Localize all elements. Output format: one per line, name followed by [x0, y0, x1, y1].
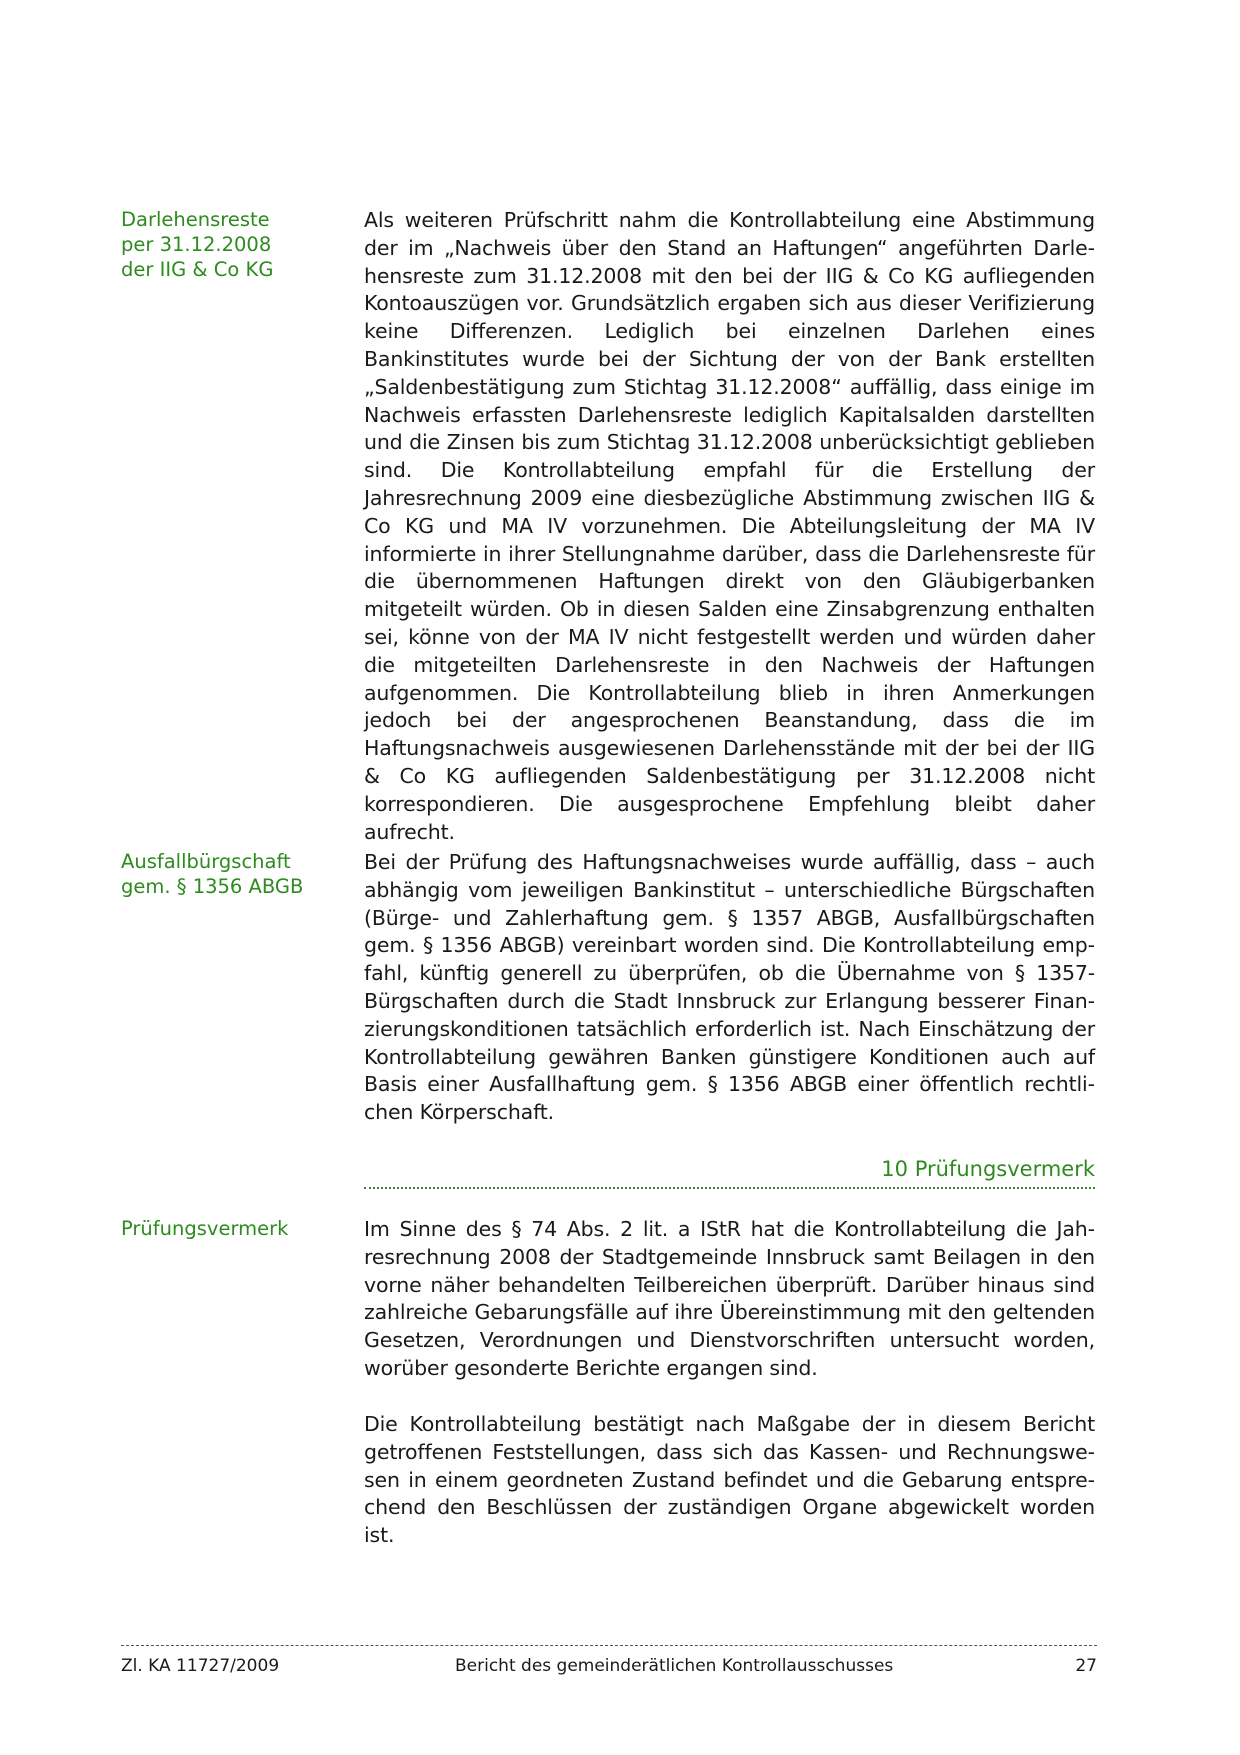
section-heading-pruefungsvermerk: 10 Prüfungsvermerk — [364, 1155, 1095, 1189]
footer-page-number: 27 — [1075, 1656, 1097, 1676]
margin-note-darlehensreste: Darlehensreste per 31.12.2008 der IIG & Co KG — [121, 208, 274, 281]
paragraph-ausfallbuergschaft: Bei der Prüfung des Haftungsnachweises wurde auffällig, dass – auch abhängig vom jeweiligen Bankinstitut – unterschiedliche Bürgschaften (Bürge- und Zahlerhaftung gem. § 1357 ABGB, Ausfallbürgschaften gem. § 1356 ABGB) vereinbart worden sind. Die Kontrollabteilung empfahl, künftig generell zu überprüfen, ob die Übernahme von § 1357-Bürgschaften durch die Stadt Innsbruck zur Erlangung besserer Finanzierungskonditionen tatsächlich erforderlich ist. Nach Einschätzung der Kontrollabteilung gewähren Banken günstigere Konditionen auch auf Basis einer Ausfallhaftung gem. § 1356 ABGB einer öffentlich rechtlichen Körperschaft. — [364, 850, 1095, 1125]
margin-note-ausfallbuergschaft: Ausfallbürgschaft gem. § 1356 ABGB — [121, 850, 304, 898]
margin-note-pruefungsvermerk: Prüfungsvermerk — [121, 1217, 289, 1240]
paragraph-pruefungsvermerk-1: Im Sinne des § 74 Abs. 2 lit. a IStR hat die Kontrollabteilung die Jahresrechnung 2008 der Stadtgemeinde Innsbruck samt Beilagen in den vorne näher behandelten Teilbereichen überprüft. Darüber hinaus sind zahlreiche Gebarungsfälle auf ihre Übereinstimmung mit den geltenden Gesetzen, Verordnungen und Dienstvorschriften untersucht worden, worüber gesonderte Berichte ergangen sind. — [364, 1217, 1095, 1380]
footer-title: Bericht des gemeinderätlichen Kontrollausschusses — [455, 1656, 894, 1676]
footer-divider — [121, 1645, 1097, 1646]
paragraph-pruefungsvermerk-2: Die Kontrollabteilung bestätigt nach Maßgabe der in diesem Bericht getroffenen Feststellungen, dass sich das Kassen- und Rechnungswesen in einem geordneten Zustand befindet und die Gebarung entsprechend den Beschlüssen der zuständigen Organe abgewickelt worden ist. — [364, 1412, 1095, 1548]
paragraph-darlehensreste: Als weiteren Prüfschritt nahm die Kontrollabteilung eine Abstimmung der im „Nachweis über den Stand an Haftungen“ angeführten Darlehensreste zum 31.12.2008 mit den bei der IIG & Co KG aufliegenden Kontoauszügen vor. Grundsätzlich ergaben sich aus dieser Verifizierung keine Differenzen. Lediglich bei einzelnen Darlehen eines Bankinstitutes wurde bei der Sichtung der von der Bank erstellten „Saldenbestätigung zum Stichtag 31.12.2008“ auffällig, dass einige im Nachweis erfassten Darlehensreste lediglich Kapitalsalden darstellten und die Zinsen bis zum Stichtag 31.12.2008 unberücksichtigt geblieben sind. Die Kontrollabteilung empfahl für die Erstellung der Jahresrechnung 2009 eine diesbezügliche Abstimmung zwischen IIG & Co KG und MA IV vorzunehmen. Die Abteilungsleitung der MA IV informierte in ihrer Stellungnahme darüber, dass die Darlehensreste für die übernommenen Haftungen direkt von den Gläubigerbanken mitgeteilt würden. Ob in diesen Salden eine Zinsabgrenzung enthalten sei, könne von der MA IV nicht festgestellt werden und würden daher die mitgeteilten Darlehensreste in den Nachweis der Haftungen aufgenommen. Die Kontrollabteilung blieb in ihren Anmerkungen jedoch bei der angesprochenen Beanstandung, dass die im Haftungsnachweis ausgewiesenen Darlehensstände mit der bei der IIG & Co KG aufliegenden Saldenbestätigung per 31.12.2008 nicht korrespondieren. Die ausgesprochene Empfehlung bleibt daher aufrecht. — [364, 208, 1095, 844]
footer-reference: Zl. KA 11727/2009 — [121, 1656, 280, 1676]
